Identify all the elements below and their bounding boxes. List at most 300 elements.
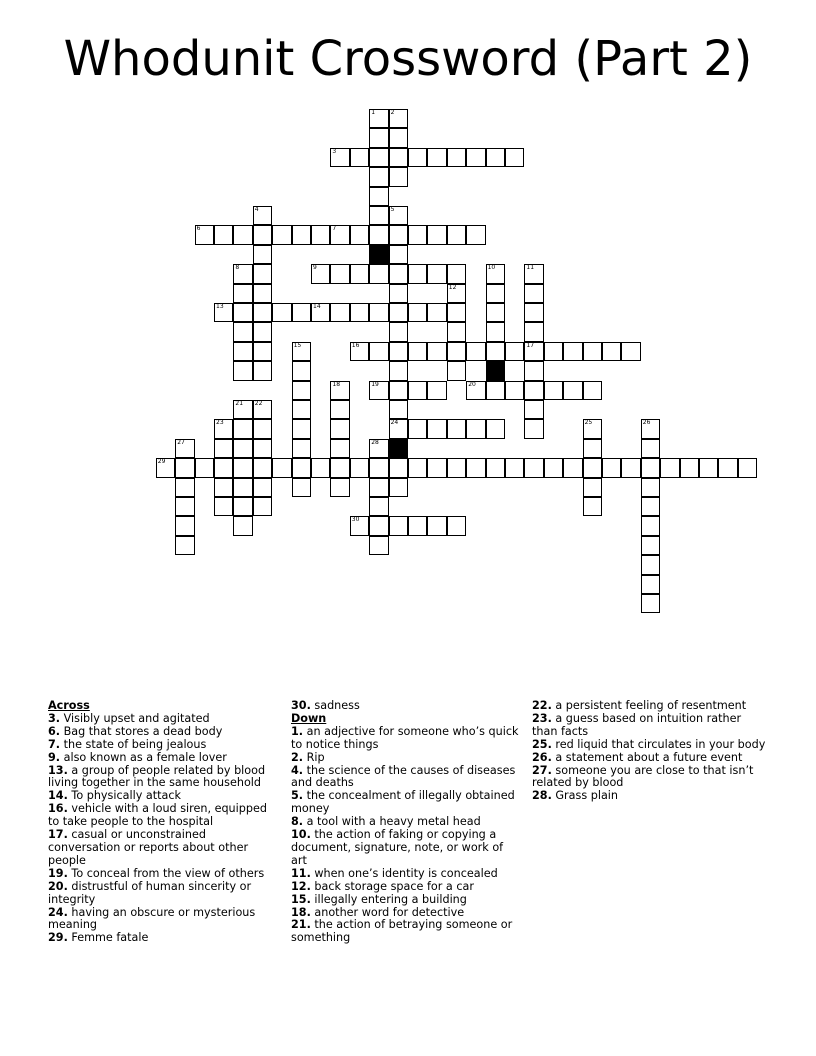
grid-cell[interactable] [524, 381, 543, 400]
clue-text: a statement about a future event [555, 750, 743, 764]
grid-cell[interactable] [253, 342, 272, 361]
grid-cell[interactable] [447, 322, 466, 341]
clue-text: Femme fatale [71, 931, 149, 945]
clue-text: the action of betraying someone or something [291, 918, 513, 945]
grid-cell[interactable] [583, 478, 602, 497]
grid-cell[interactable] [214, 458, 233, 477]
grid-cell[interactable] [253, 264, 272, 283]
grid-cell[interactable] [680, 458, 699, 477]
clue-text: To conceal from the view of others [71, 866, 265, 880]
grid-cell[interactable] [699, 458, 718, 477]
clue-number: 25. [532, 737, 552, 751]
grid-cell[interactable] [369, 148, 388, 167]
cell-number: 21 [235, 400, 244, 407]
clue-down [291, 790, 519, 816]
cell-number: 9 [313, 264, 317, 272]
grid-cell[interactable] [369, 187, 388, 206]
clue-number: 26. [532, 750, 552, 764]
grid-cell[interactable] [466, 225, 485, 244]
grid-cell[interactable] [427, 458, 446, 477]
cell-number: 26 [642, 419, 651, 427]
grid-cell[interactable] [369, 497, 388, 516]
grid-cell[interactable] [408, 419, 427, 438]
clue-text: the action of faking or copying a document, signature, note, or work of art [291, 828, 504, 867]
grid-cell[interactable] [447, 303, 466, 322]
grid-cell[interactable] [389, 458, 408, 477]
grid-cell[interactable] [524, 342, 543, 361]
grid-cell[interactable] [253, 303, 272, 322]
grid-cell[interactable] [505, 381, 524, 400]
grid-cell[interactable] [447, 225, 466, 244]
grid-cell[interactable] [447, 264, 466, 283]
grid-cell[interactable] [292, 419, 311, 438]
cell-number: 25 [584, 419, 593, 427]
grid-cell[interactable] [427, 264, 446, 283]
grid-cell[interactable] [641, 594, 660, 613]
grid-cell[interactable] [311, 303, 330, 322]
grid-cell[interactable] [660, 458, 679, 477]
clue-number: 20. [48, 879, 68, 893]
grid-cell[interactable] [427, 419, 446, 438]
grid-cell[interactable] [447, 419, 466, 438]
cell-number: 30 [351, 516, 360, 524]
grid-cell[interactable] [330, 458, 349, 477]
grid-cell[interactable] [214, 478, 233, 497]
grid-cell[interactable] [389, 264, 408, 283]
clue-number: 23. [532, 711, 552, 725]
clue-number: 24. [48, 905, 68, 919]
grid-cell[interactable] [311, 264, 330, 283]
grid-cell[interactable] [427, 225, 446, 244]
grid-cell[interactable] [583, 381, 602, 400]
grid-cell[interactable] [214, 439, 233, 458]
grid-cell[interactable] [369, 381, 388, 400]
grid-cell[interactable] [292, 478, 311, 497]
cell-number: 20 [468, 380, 476, 388]
grid-cell[interactable] [486, 303, 505, 322]
grid-cell[interactable] [389, 284, 408, 303]
grid-cell[interactable] [195, 225, 214, 244]
grid-cell[interactable] [524, 264, 543, 283]
grid-cell[interactable] [486, 264, 505, 283]
grid-cell[interactable] [233, 478, 252, 497]
black-cell [369, 245, 388, 264]
clue-number: 30. [291, 699, 311, 712]
grid-cell[interactable] [195, 458, 214, 477]
grid-cell[interactable] [466, 381, 485, 400]
grid-cell[interactable] [641, 497, 660, 516]
grid-cell[interactable] [602, 458, 621, 477]
grid-cell[interactable] [427, 381, 446, 400]
cell-number: 23 [216, 419, 224, 427]
grid-cell[interactable] [330, 419, 349, 438]
clue-number: 17. [48, 828, 68, 842]
grid-cell[interactable] [486, 148, 505, 167]
clue-text: illegally entering a building [314, 892, 467, 906]
grid-cell[interactable] [330, 225, 349, 244]
grid-cell[interactable] [330, 264, 349, 283]
cell-number: 22 [254, 400, 263, 407]
grid-cell[interactable] [486, 419, 505, 438]
grid-cell[interactable] [389, 361, 408, 380]
grid-cell[interactable] [330, 478, 349, 497]
cell-number: 2 [390, 109, 395, 116]
grid-cell[interactable] [427, 303, 446, 322]
grid-cell[interactable] [292, 361, 311, 380]
grid-cell[interactable] [233, 516, 252, 535]
clue-text: Rip [306, 750, 325, 764]
grid-cell[interactable] [253, 400, 272, 419]
black-cell [389, 439, 408, 458]
grid-cell[interactable] [233, 400, 252, 419]
clue-text: vehicle with a loud siren, equipped to take people to the hospital [48, 802, 267, 829]
grid-cell[interactable] [233, 361, 252, 380]
grid-cell[interactable] [505, 458, 524, 477]
grid-cell[interactable] [272, 303, 291, 322]
clue-across [291, 700, 519, 713]
grid-cell[interactable] [233, 342, 252, 361]
grid-cell[interactable] [350, 342, 369, 361]
grid-cell[interactable] [214, 497, 233, 516]
grid-cell[interactable] [389, 322, 408, 341]
clue-number: 1. [291, 724, 304, 738]
grid-cell[interactable] [524, 419, 543, 438]
grid-cell[interactable] [389, 400, 408, 419]
cell-number: 19 [371, 380, 379, 388]
grid-cell[interactable] [524, 400, 543, 419]
clue-text: another word for detective [314, 905, 465, 919]
grid-cell[interactable] [330, 148, 349, 167]
clue-number: 29. [48, 931, 68, 945]
grid-cell[interactable] [447, 361, 466, 380]
grid-cell[interactable] [369, 225, 388, 244]
grid-cell[interactable] [350, 225, 369, 244]
grid-cell[interactable] [389, 478, 408, 497]
grid-cell[interactable] [408, 148, 427, 167]
grid-cell[interactable] [563, 381, 582, 400]
cell-number: 5 [390, 206, 395, 213]
grid-cell[interactable] [292, 458, 311, 477]
grid-cell[interactable] [466, 419, 485, 438]
grid-cell[interactable] [447, 284, 466, 303]
grid-cell[interactable] [524, 322, 543, 341]
grid-cell[interactable] [524, 284, 543, 303]
clue-number: 21. [291, 918, 311, 932]
grid-cell[interactable] [602, 342, 621, 361]
grid-cell[interactable] [524, 458, 543, 477]
grid-cell[interactable] [350, 303, 369, 322]
grid-cell[interactable] [583, 419, 602, 438]
clue-number: 15. [291, 892, 311, 906]
clue-text: someone you are close to that isn’t related by blood [532, 763, 754, 790]
clue-number: 6. [48, 724, 61, 738]
grid-cell[interactable] [233, 419, 252, 438]
clue-number: 5. [291, 789, 304, 803]
grid-cell[interactable] [233, 264, 252, 283]
grid-cell[interactable] [408, 458, 427, 477]
grid-cell[interactable] [253, 419, 272, 438]
grid-cell[interactable] [350, 148, 369, 167]
grid-cell[interactable] [563, 458, 582, 477]
grid-cell[interactable] [253, 206, 272, 225]
grid-cell[interactable] [408, 225, 427, 244]
grid-cell[interactable] [505, 342, 524, 361]
clue-across [48, 907, 276, 933]
grid-cell[interactable] [641, 575, 660, 594]
cell-number: 3 [332, 147, 337, 155]
clue-text: the science of the causes of diseases and deaths [291, 763, 516, 790]
grid-cell[interactable] [738, 458, 757, 477]
grid-cell[interactable] [369, 342, 388, 361]
black-cell [486, 361, 505, 380]
grid-cell[interactable] [253, 361, 272, 380]
grid-cell[interactable] [369, 516, 388, 535]
grid-cell[interactable] [369, 478, 388, 497]
grid-cell[interactable] [233, 225, 252, 244]
grid-cell[interactable] [524, 361, 543, 380]
grid-cell[interactable] [408, 264, 427, 283]
grid-cell[interactable] [330, 381, 349, 400]
clue-number: 8. [291, 815, 304, 829]
grid-cell[interactable] [253, 322, 272, 341]
clue-column-2 [291, 700, 519, 945]
grid-cell[interactable] [369, 167, 388, 186]
grid-cell[interactable] [408, 516, 427, 535]
grid-cell[interactable] [350, 264, 369, 283]
clue-number: 11. [291, 866, 311, 880]
grid-cell[interactable] [641, 419, 660, 438]
clue-across [48, 881, 276, 907]
grid-cell[interactable] [641, 536, 660, 555]
grid-cell[interactable] [253, 439, 272, 458]
grid-cell[interactable] [544, 381, 563, 400]
grid-cell[interactable] [233, 439, 252, 458]
clue-text: a group of people related by blood living together in the same household [48, 763, 266, 790]
cell-number: 7 [332, 225, 337, 233]
grid-cell[interactable] [524, 303, 543, 322]
grid-cell[interactable] [389, 148, 408, 167]
grid-cell[interactable] [253, 225, 272, 244]
grid-cell[interactable] [233, 284, 252, 303]
clue-text: back storage space for a car [314, 879, 474, 893]
grid-cell[interactable] [447, 516, 466, 535]
grid-cell[interactable] [233, 458, 252, 477]
grid-cell[interactable] [389, 206, 408, 225]
grid-cell[interactable] [292, 225, 311, 244]
clue-across [48, 829, 276, 868]
clue-across [48, 765, 276, 791]
clue-text: sadness [314, 699, 360, 712]
clue-number: 16. [48, 802, 68, 816]
clue-down [532, 713, 768, 739]
grid-cell[interactable] [272, 458, 291, 477]
grid-cell[interactable] [408, 381, 427, 400]
clue-text: Grass plain [555, 789, 618, 803]
clue-list [48, 700, 778, 1030]
grid-cell[interactable] [389, 303, 408, 322]
clue-down [532, 765, 768, 791]
grid-cell[interactable] [621, 458, 640, 477]
grid-cell[interactable] [350, 458, 369, 477]
grid-cell[interactable] [389, 109, 408, 128]
grid-cell[interactable] [175, 516, 194, 535]
grid-cell[interactable] [311, 225, 330, 244]
grid-cell[interactable] [389, 225, 408, 244]
grid-cell[interactable] [544, 458, 563, 477]
clue-text: casual or unconstrained conversation or reports about other people [48, 828, 249, 867]
grid-cell[interactable] [583, 458, 602, 477]
grid-cell[interactable] [369, 303, 388, 322]
grid-cell[interactable] [389, 128, 408, 147]
clue-down [291, 919, 519, 945]
clue-number: 3. [48, 711, 61, 725]
grid-cell[interactable] [253, 478, 272, 497]
grid-cell[interactable] [253, 458, 272, 477]
grid-cell[interactable] [175, 536, 194, 555]
grid-cell[interactable] [233, 322, 252, 341]
grid-cell[interactable] [641, 478, 660, 497]
grid-cell[interactable] [466, 148, 485, 167]
grid-cell[interactable] [369, 206, 388, 225]
grid-cell[interactable] [272, 225, 291, 244]
page-title: Whodunit Crossword (Part 2) [63, 31, 753, 87]
grid-cell[interactable] [505, 148, 524, 167]
clue-text: a tool with a heavy metal head [306, 815, 481, 829]
grid-cell[interactable] [175, 439, 194, 458]
grid-cell[interactable] [253, 284, 272, 303]
cell-number: 17 [526, 341, 535, 349]
clue-number: 10. [291, 828, 311, 842]
grid-cell[interactable] [621, 342, 640, 361]
clue-number: 7. [48, 737, 61, 751]
grid-cell[interactable] [486, 322, 505, 341]
grid-cell[interactable] [427, 342, 446, 361]
grid-cell[interactable] [486, 458, 505, 477]
grid-cell[interactable] [369, 128, 388, 147]
grid-cell[interactable] [156, 458, 175, 477]
clue-number: 18. [291, 905, 311, 919]
grid-cell[interactable] [233, 303, 252, 322]
clue-number: 9. [48, 750, 61, 764]
cell-number: 18 [332, 380, 341, 388]
grid-cell[interactable] [563, 342, 582, 361]
grid-cell[interactable] [214, 225, 233, 244]
grid-cell[interactable] [389, 381, 408, 400]
grid-cell[interactable] [369, 264, 388, 283]
grid-cell[interactable] [641, 458, 660, 477]
cell-number: 24 [390, 419, 399, 427]
grid-cell[interactable] [486, 342, 505, 361]
grid-cell[interactable] [369, 109, 388, 128]
grid-cell[interactable] [330, 303, 349, 322]
grid-cell[interactable] [466, 458, 485, 477]
grid-cell[interactable] [389, 516, 408, 535]
grid-cell[interactable] [466, 342, 485, 361]
grid-cell[interactable] [369, 439, 388, 458]
grid-cell[interactable] [447, 148, 466, 167]
grid-cell[interactable] [408, 303, 427, 322]
clue-number: 19. [48, 866, 68, 880]
grid-cell[interactable] [641, 439, 660, 458]
grid-cell[interactable] [253, 245, 272, 264]
grid-cell[interactable] [544, 342, 563, 361]
clue-down [291, 726, 519, 752]
clue-text: also known as a female lover [63, 750, 227, 764]
clue-number: 13. [48, 763, 68, 777]
grid-cell[interactable] [369, 536, 388, 555]
grid-cell[interactable] [408, 342, 427, 361]
clue-down [532, 790, 768, 803]
grid-cell[interactable] [583, 439, 602, 458]
grid-cell[interactable] [214, 419, 233, 438]
cell-number: 6 [196, 225, 201, 233]
grid-cell[interactable] [175, 478, 194, 497]
grid-cell[interactable] [292, 439, 311, 458]
cell-number: 1 [371, 109, 376, 116]
grid-cell[interactable] [389, 167, 408, 186]
clue-text: when one’s identity is concealed [314, 866, 498, 880]
grid-cell[interactable] [292, 400, 311, 419]
clue-number: 2. [291, 750, 304, 764]
grid-cell[interactable] [330, 439, 349, 458]
grid-cell[interactable] [718, 458, 737, 477]
grid-cell[interactable] [583, 497, 602, 516]
grid-cell[interactable] [389, 245, 408, 264]
cell-number: 12 [448, 283, 457, 291]
cell-number: 29 [157, 458, 166, 466]
clue-text: an adjective for someone who’s quick to notice things [291, 724, 519, 751]
clue-text: Bag that stores a dead body [63, 724, 223, 738]
cell-number: 14 [313, 303, 321, 310]
clue-across [48, 803, 276, 829]
grid-cell[interactable] [427, 148, 446, 167]
grid-cell[interactable] [292, 303, 311, 322]
grid-cell[interactable] [311, 458, 330, 477]
clue-text: the concealment of illegally obtained money [291, 789, 515, 816]
clue-across [48, 932, 276, 945]
grid-cell[interactable] [175, 458, 194, 477]
grid-cell[interactable] [214, 303, 233, 322]
grid-cell[interactable] [486, 381, 505, 400]
grid-cell[interactable] [389, 342, 408, 361]
cell-number: 28 [371, 438, 379, 446]
clue-down [291, 829, 519, 868]
clue-number: 22. [532, 699, 552, 712]
grid-cell[interactable] [486, 284, 505, 303]
cell-number: 27 [177, 438, 185, 446]
cell-number: 8 [235, 264, 240, 272]
grid-cell[interactable] [350, 516, 369, 535]
grid-cell[interactable] [447, 458, 466, 477]
grid-cell[interactable] [369, 458, 388, 477]
grid-cell[interactable] [389, 419, 408, 438]
clue-text: a guess based on intuition rather than facts [532, 711, 742, 738]
clue-column-1 [48, 700, 276, 945]
grid-cell[interactable] [292, 381, 311, 400]
grid-cell[interactable] [233, 497, 252, 516]
grid-cell[interactable] [292, 342, 311, 361]
grid-cell[interactable] [427, 516, 446, 535]
grid-cell[interactable] [641, 516, 660, 535]
cell-number: 16 [351, 341, 360, 349]
cell-number: 11 [526, 264, 535, 272]
grid-cell[interactable] [175, 497, 194, 516]
grid-cell[interactable] [583, 342, 602, 361]
grid-cell[interactable] [641, 555, 660, 574]
grid-cell[interactable] [253, 497, 272, 516]
grid-cell[interactable] [447, 342, 466, 361]
grid-cell[interactable] [330, 400, 349, 419]
